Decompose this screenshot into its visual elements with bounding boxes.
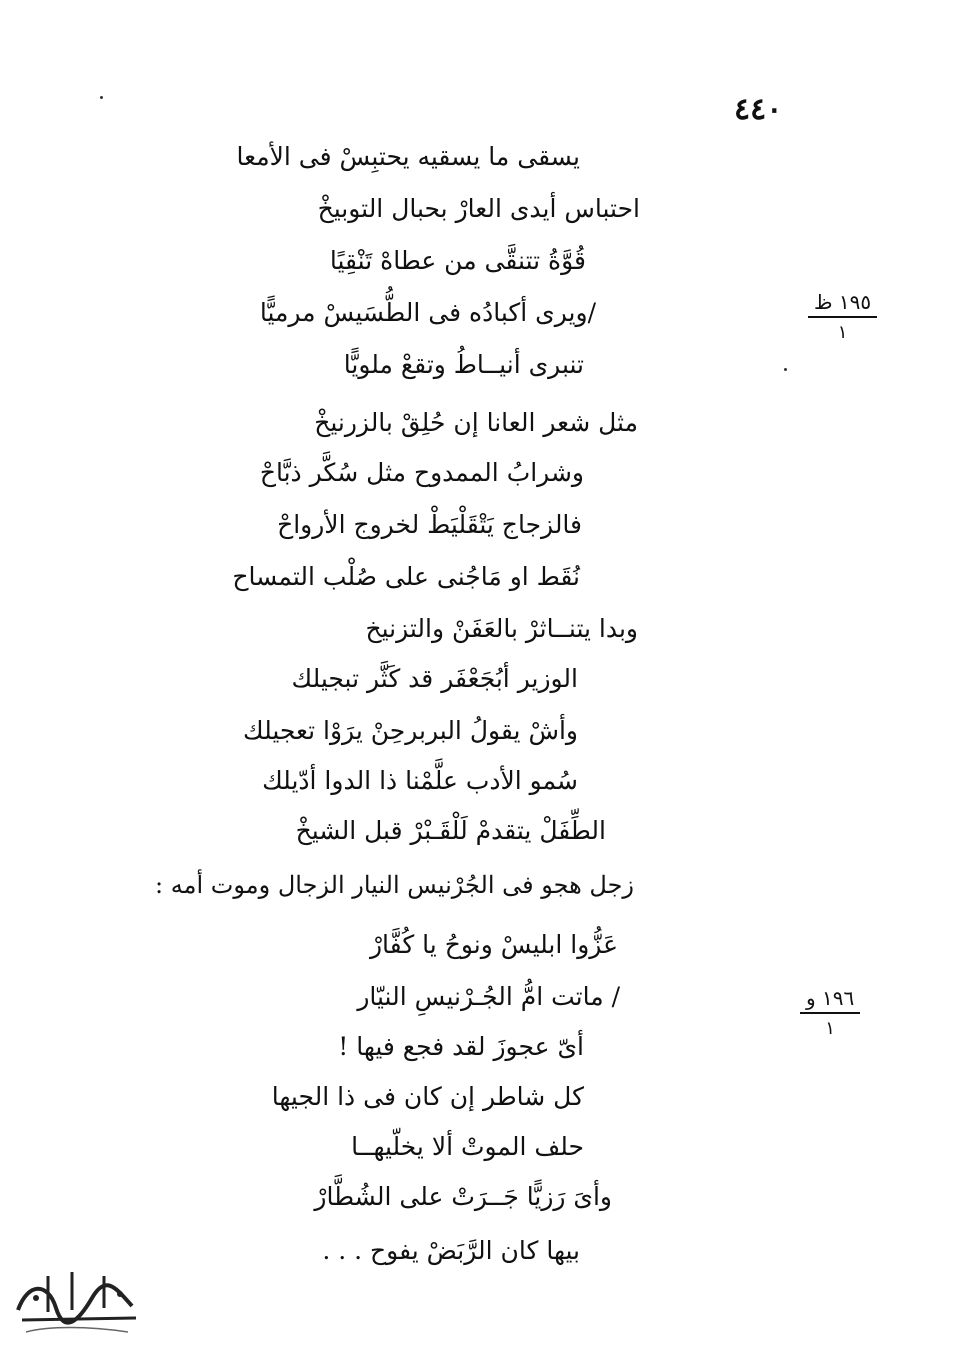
verse-line-19: حلف الموتْ ألا يخلّيهــا bbox=[351, 1132, 584, 1161]
verse-line-8: فالزجاج يَتْقَلْيَطْ لخروج الأرواحْ bbox=[277, 510, 582, 539]
verse-line-18: كل شاطر إن كان فى ذا الجيها bbox=[271, 1082, 584, 1111]
margin-folio-number: ١٩٥ ظ bbox=[808, 290, 877, 318]
verse-line-6: مثل شعر العانا إن حُلِقْ بالزرنيخْ bbox=[314, 408, 638, 437]
verse-line-11: الوزير أبُجَعْفَر قد كَثَّر تبجيلك bbox=[291, 664, 578, 693]
verse-line-20: وأىَ رَزيًّا جَــرَتْ على الشُطَّارْ bbox=[314, 1182, 612, 1211]
speck-mark bbox=[100, 96, 103, 99]
verse-line-15: عَزُّوا ابليسْ ونوحُ يا كُفَّارْ bbox=[369, 930, 618, 959]
verse-line-9: نُقَط او مَاجُنى على صُلْب التمساح bbox=[232, 562, 580, 591]
verse-line-21: بيها كان الرَّبَضْ يفوح . . . bbox=[322, 1236, 580, 1265]
verse-line-13: سُمو الأدب علَّمْنا ذا الدوا أدّيلك bbox=[262, 766, 578, 795]
verse-line-3: قُوَّةُ تتنقَّى من عطاهْ تَنْقِيًا bbox=[329, 246, 586, 275]
margin-folio-number: ١٩٦ و bbox=[800, 986, 860, 1014]
verse-line-16: / ماتت امُّ الجُـرْنيسِ النيّار bbox=[357, 982, 620, 1011]
margin-folio-sub: ١ bbox=[825, 1018, 835, 1039]
verse-line-14: الطِّفَلْ يتقدمْ لَلْقَـبْرْ قبل الشيخْ bbox=[295, 816, 606, 845]
library-stamp-logo bbox=[8, 1262, 144, 1342]
verse-line-7: وشرابُ الممدوح مثل سُكَّر ذبَّاحْ bbox=[259, 458, 584, 487]
speck-mark bbox=[784, 368, 787, 371]
margin-folio-sub: ١ bbox=[837, 322, 848, 343]
verse-line-5: تنبرى أنيــاطُ وتقعْ ملويًّا bbox=[343, 350, 584, 379]
verse-line-17: أىّ عجوزَ لقد فجع فيها ! bbox=[338, 1032, 584, 1061]
verse-line-1: يسقى ما يسقيه يحتبِسْ فى الأمعا bbox=[236, 142, 580, 171]
verse-line-10: وبدا يتنــاثرْ بالعَفَنْ والتزنيخ bbox=[365, 614, 638, 643]
margin-folio-note bbox=[808, 290, 877, 343]
verse-line-4: /ويرى أكبادُه فى الطُّسَيسْ مرميًّا bbox=[259, 298, 596, 327]
verse-line-12: وأشْ يقولُ البربرحِنْ يرَوْا تعجيلك bbox=[243, 716, 578, 745]
section-heading: زجل هجو فى الجُرْنيس النيار الزجال وموت أمه : bbox=[155, 871, 634, 899]
margin-folio-note bbox=[800, 986, 860, 1039]
page-number: ٤٤٠ bbox=[734, 92, 783, 127]
verse-line-2: احتباس أيدى العارْ بحبال التوبيخْ bbox=[317, 194, 640, 223]
